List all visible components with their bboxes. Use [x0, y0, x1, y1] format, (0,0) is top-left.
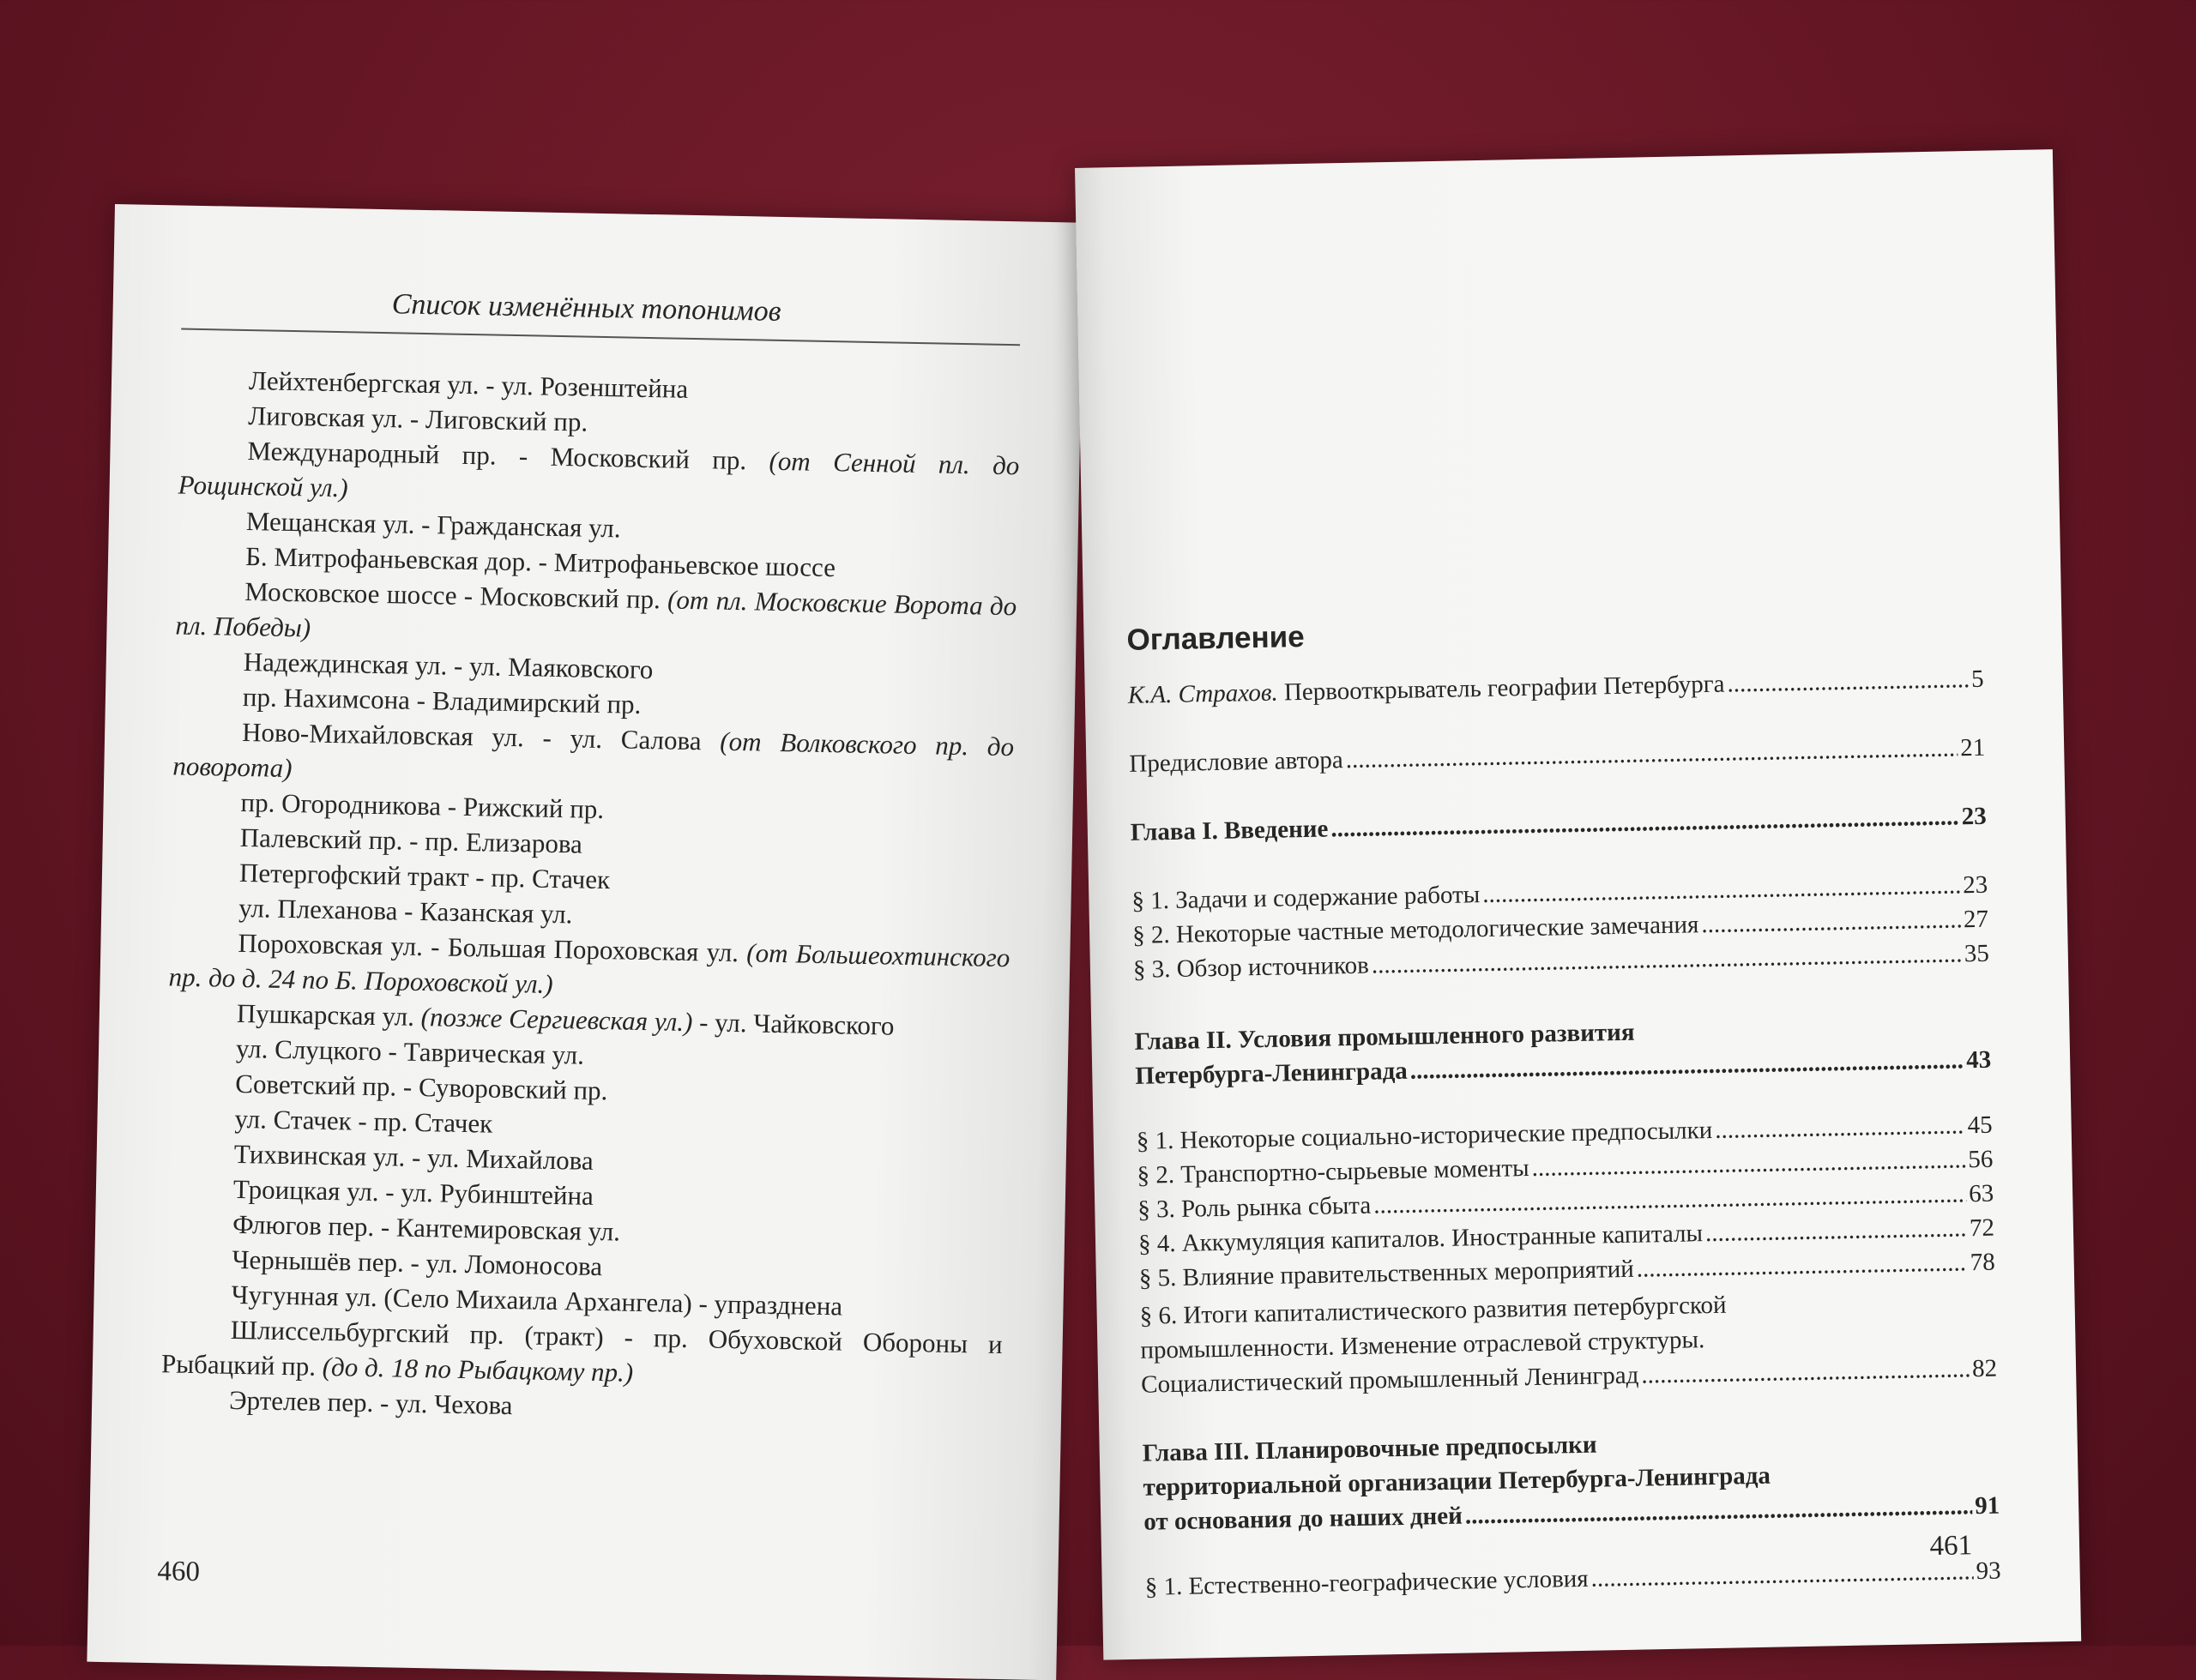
- toponym-text: Шлиссельбургский пр. (тракт) - пр. Обуховской Обороны и Рыбацкий пр.: [160, 1314, 1004, 1382]
- toponym-text: Б. Митрофаньевская дор. - Митрофаньевское шоссе: [244, 540, 836, 583]
- toc-page-number: 5: [1970, 665, 1984, 694]
- header-rule: [181, 328, 1020, 346]
- toponym-note: (от Сенной пл. до Рощинской ул.): [178, 445, 1020, 503]
- toponym-text: Советский пр. - Суворовский пр.: [235, 1068, 608, 1106]
- toponym-text: Лейхтенбергская ул. - ул. Розенштейна: [248, 365, 689, 404]
- toc-author: К.А. Страхов.: [1127, 678, 1278, 709]
- dot-leader: [1715, 1111, 1965, 1145]
- toc-entry-line: Глава III. Планировочные предпосылки: [1142, 1430, 1597, 1467]
- toc-page-number: 91: [1974, 1491, 2000, 1520]
- toc-entry-line: Глава II. Условия промышленного развития: [1134, 1018, 1635, 1056]
- toc-page-number: 27: [1963, 905, 1989, 934]
- toc-entry-label: § 5. Влияние правительственных мероприятий: [1138, 1255, 1635, 1292]
- toc-page-number: 23: [1961, 802, 1988, 831]
- toponym-text: ул. Плеханова - Казанская ул.: [238, 892, 573, 930]
- dot-leader: [1636, 1249, 1968, 1283]
- toc-entry: [1142, 1420, 2000, 1539]
- toc-page-number: 21: [1959, 733, 1986, 762]
- toponym-text: Московское шоссе - Московский пр.: [244, 575, 668, 615]
- toponym-text: Тихвинская ул. - ул. Михайлова: [233, 1138, 594, 1176]
- toc-entry-label: § 1. Естественно-географические условия: [1144, 1564, 1589, 1601]
- page-number: 461: [1929, 1530, 1973, 1563]
- dot-leader: [1727, 665, 1969, 698]
- toc-entry-label: § 1. Задачи и содержание работы: [1131, 881, 1481, 915]
- toc-title: Оглавление: [1126, 619, 1305, 657]
- toponym-text: Пушкарская ул.: [236, 997, 422, 1033]
- toponym-note: (до д. 18 по Рыбацкому пр.): [322, 1351, 634, 1388]
- toc-entry-label: § 1. Некоторые социально-исторические предпосылки: [1136, 1116, 1713, 1155]
- toponym-note: (от Волковского пр. до поворота): [172, 726, 1015, 784]
- toc-page-number: 35: [1964, 939, 1990, 968]
- dot-leader: [1641, 1352, 1970, 1392]
- toc-entry-line: промышленности. Изменение отраслевой структуры.: [1140, 1326, 1705, 1364]
- toc-entry: [1139, 1283, 1997, 1402]
- dot-leader: [1705, 1214, 1968, 1248]
- toc-page-number: 78: [1970, 1248, 1995, 1277]
- toponym-text: Троицкая ул. - ул. Рубинштейна: [232, 1173, 594, 1211]
- toc-entry-label: § 3. Обзор источников: [1132, 951, 1370, 984]
- toc-entry-label: § 2. Некоторые частные методологические замечания: [1131, 911, 1699, 949]
- toponym-text: Палевский пр. - пр. Елизарова: [239, 822, 583, 859]
- left-page: [87, 204, 1083, 1680]
- toc-entry-label: К.А. Страхов. Первооткрыватель географии Петербурга: [1127, 670, 1725, 709]
- toc-entry-label: Предисловие автора: [1129, 746, 1344, 778]
- toc-entry-label: от основания до наших дней: [1143, 1502, 1463, 1536]
- toponym-text: Петергофский тракт - пр. Стачек: [238, 857, 611, 895]
- toc-page-number: 56: [1968, 1145, 1994, 1174]
- toc-entry-line: территориальной организации Петербурга-Ленинграда: [1143, 1461, 1771, 1502]
- toc-entry-label: Социалистический промышленный Ленинград: [1140, 1361, 1639, 1399]
- toc-page-number: 23: [1962, 870, 1988, 900]
- toponym-note: (от Большеохтинского пр. до д. 24 по Б. Пороховской ул.): [168, 937, 1011, 999]
- toponym-text: Мещанская ул. - Гражданская ул.: [245, 506, 621, 544]
- toc-page-number: 43: [1965, 1045, 1992, 1075]
- toponym-text: Чернышёв пер. - ул. Ломоносова: [232, 1243, 603, 1282]
- table-of-contents: [1128, 665, 2002, 1608]
- toc-page-number: 45: [1967, 1111, 1993, 1140]
- toponym-text: Чугунная ул. (Село Михаила Архангела) - упразднена: [231, 1279, 843, 1322]
- toc-entry-label: § 3. Роль рынка сбыта: [1137, 1191, 1372, 1224]
- toc-page-number: 63: [1968, 1179, 1994, 1208]
- toponym-list: [160, 362, 1021, 1433]
- toponym-text: Эртелев пер. - ул. Чехова: [228, 1384, 513, 1421]
- running-head: Список изменённых топонимов: [391, 288, 781, 328]
- toc-entry-line: § 6. Итоги капиталистического развития петербургской: [1139, 1291, 1727, 1330]
- toponym-note: (позже Сергиевская ул.): [420, 1002, 693, 1038]
- toponym-text: Флюгов пер. - Кантемировская ул.: [232, 1208, 621, 1247]
- toponym-text: пр. Огородникова - Рижский пр.: [240, 786, 605, 825]
- toc-entry-label: § 4. Аккумуляция капиталов. Иностранные капиталы: [1137, 1219, 1704, 1258]
- toponym-text: Лиговская ул. - Лиговский пр.: [247, 400, 588, 437]
- toc-entry-label: Глава I. Введение: [1130, 815, 1329, 846]
- page-number: 460: [157, 1556, 201, 1588]
- toponym-text: Надеждинская ул. - ул. Маяковского: [243, 646, 654, 685]
- toponym-text: пр. Нахимсона - Владимирский пр.: [242, 681, 642, 720]
- right-page: [1075, 149, 2081, 1660]
- toc-entry-label: Петербурга-Ленинграда: [1135, 1057, 1408, 1090]
- toponym-text: - ул. Чайковского: [692, 1007, 895, 1041]
- toponym-text: Международный пр. - Московский пр.: [247, 436, 769, 476]
- toponym-text: ул. Стачек - пр. Стачек: [234, 1103, 493, 1139]
- dot-leader: [1701, 906, 1961, 939]
- toponym-text: Ново-Михайловская ул. - ул. Салова: [241, 716, 721, 756]
- toc-page-number: 82: [1971, 1354, 1998, 1383]
- toc-page-number: 93: [1976, 1557, 2001, 1586]
- toc-page-number: 72: [1969, 1213, 1995, 1243]
- toponym-text: Пороховская ул. - Большая Пороховская ул.: [238, 927, 747, 968]
- toponym-text: ул. Слуцкого - Таврическая ул.: [235, 1033, 585, 1070]
- toponym-note: (от пл. Московские Ворота до пл. Победы): [175, 584, 1017, 643]
- toc-entry-label: § 2. Транспортно-сырьевые моменты: [1137, 1154, 1529, 1189]
